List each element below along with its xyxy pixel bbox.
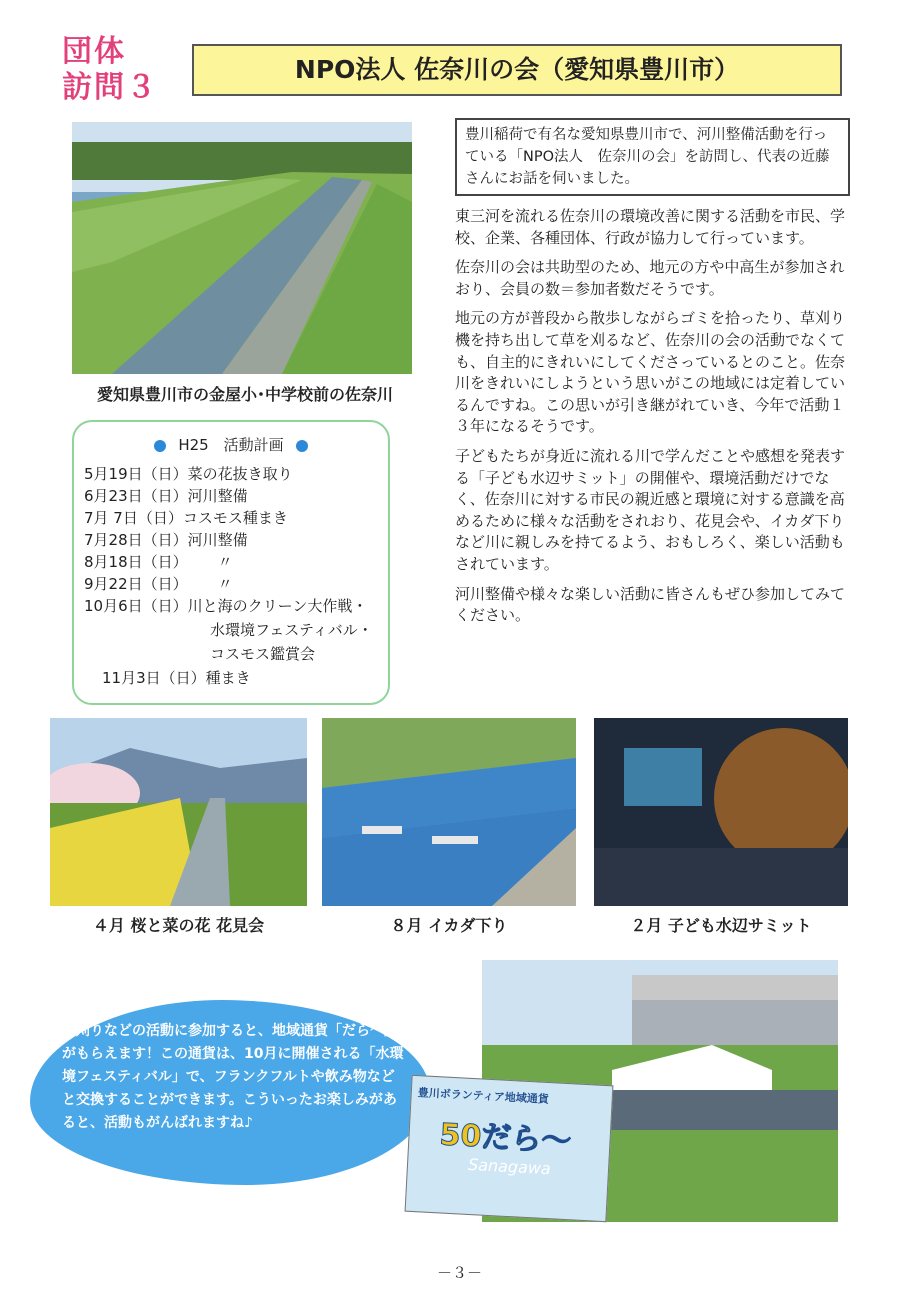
gallery-photo-summit [594,718,848,906]
plan-date: 7月 7日（日） [84,509,183,527]
plan-row [84,508,288,528]
plan-activity: 河川整備 [187,487,248,505]
body-paragraph-2: 佐奈川の会は共助型のため、地元の方や中高生が参加されおり、会員の数＝参加者数だそうです。 [455,258,845,298]
plan-row [102,668,251,688]
gallery-caption: ２月 子ども水辺サミット [630,916,812,935]
plan-activity: 〃 [217,553,233,571]
gallery-caption: ８月 イカダ下り [390,916,508,935]
cherry-blossom-photo-illustration [50,718,307,906]
activity-plan-title-text: H25 活動計画 [178,436,284,454]
page-title: NPO法人 佐奈川の会（愛知県豊川市） [192,44,842,96]
plan-activity: 〃 [217,575,233,593]
activity-plan-title [74,434,388,455]
plan-activity: コスモス種まき [182,509,288,527]
body-paragraph-4: 子どもたちが身近に流れる川で学んだことや感想を発表する「子ども水辺サミット」の開催や、環境活動だけでなく、佐奈川に対する市民の親近感と環境に対する意識を高めるために様々な活動をされおり、花見会や、イカダ下りなど川に親しみを持てるよう、おもしろく、楽しい活動もされています。 [455,446,846,573]
intro-box: 豊川稲荷で有名な愛知県豊川市で、河川整備活動を行っている「NPO法人 佐奈川の会」を訪問し、代表の近藤さんにお話を伺いました。 [455,118,850,196]
ticket-value: 50だら～ [438,1117,573,1160]
gallery-caption: ４月 桜と菜の花 花見会 [92,916,265,935]
body-paragraph-3: 地元の方が普段から散歩しながらゴミを拾ったり、草刈り機を持ち出して草を刈るなど、佐奈川の会の活動でなくても、自主的にきれいにしてくださっているとのこと。佐奈川をきれいにしようという思いがこの地域には定着しているんですね。この思いが引き継がれていき、今年で活動１３年になるそうです。 [455,309,846,436]
plan-activity: 川と海のクリーン大作戦・ [187,597,368,615]
gallery-photo-cherry-blossom [50,718,307,906]
plan-activity: 菜の花抜き取り [187,465,293,483]
plan-activity: 種まき [205,669,251,687]
plan-date: 6月23日（日） [84,487,188,505]
plan-activity: 水環境フェスティバル・ [210,621,373,639]
main-photo-caption: 愛知県豊川市の金屋小･中学校前の佐奈川 [96,385,393,404]
plan-row [210,644,315,664]
plan-date: 10月6日（日） [84,597,188,615]
plan-row [84,574,233,594]
plan-row [84,596,367,616]
raft-photo-illustration [322,718,576,906]
plan-row [210,620,373,640]
plan-row [84,552,233,572]
bullet-dot-icon [154,440,166,452]
activity-plan-box [72,420,390,705]
plan-row [84,464,293,484]
plan-date: 8月18日（日） [84,553,188,571]
summit-photo-illustration [594,718,848,906]
section-label [62,34,172,106]
gallery-photo-raft [322,718,576,906]
plan-date: 7月28日（日） [84,531,188,549]
body-paragraph-1: 東三河を流れる佐奈川の環境改善に関する活動を市民、学校、企業、各種団体、行政が協力して行っています。 [455,207,846,247]
page-number: －３－ [436,1264,482,1282]
body-paragraph-5: 河川整備や様々な楽しい活動に皆さんもぜひ参加してみてください。 [455,584,846,625]
local-currency-ticket [405,1075,614,1222]
plan-row [84,530,248,550]
ticket-header: 豊川ボランティア地域通貨 [417,1086,550,1107]
river-photo-illustration [72,122,412,374]
plan-activity: 河川整備 [187,531,248,549]
section-label-line1: 団体 [62,34,126,69]
plan-date: 11月3日（日） [102,669,206,687]
section-label-line2: 訪問３ [62,70,158,105]
ticket-script: Sanagawa [467,1154,552,1179]
plan-date: 5月19日（日） [84,465,188,483]
info-cloud-text: 草刈りなどの活動に参加すると、地域通貨「だら～」がもらえます！この通貨は、10月に開催される「水環境フェスティバル」で、フランクフルトや飲み物などと交換することができます。こういったお楽しみがあると、活動もがんばれますね♪ [62,1023,404,1131]
plan-row [84,486,248,506]
body-text [455,206,855,635]
plan-date: 9月22日（日） [84,575,188,593]
plan-activity: コスモス鑑賞会 [210,645,316,663]
bullet-dot-icon [296,440,308,452]
main-photo-river [72,122,412,374]
